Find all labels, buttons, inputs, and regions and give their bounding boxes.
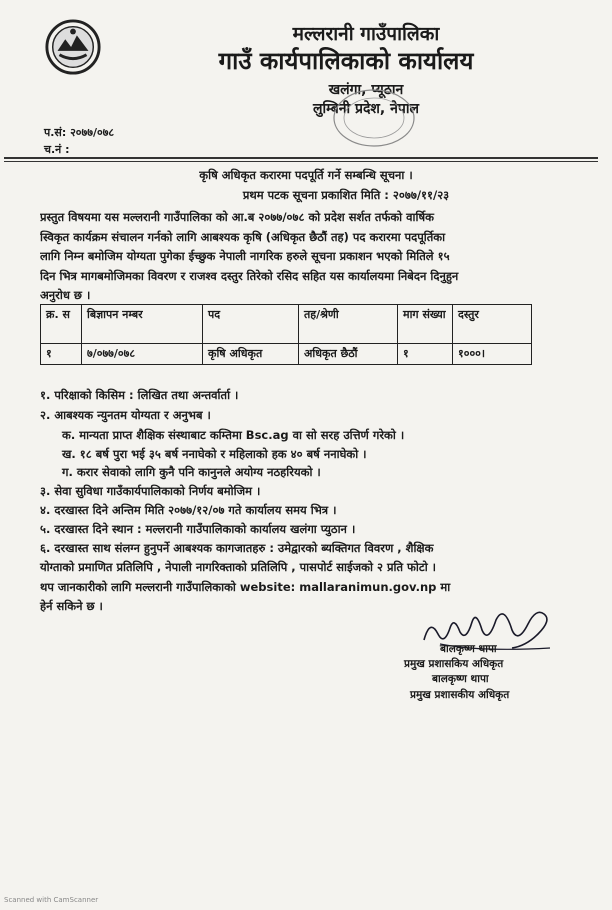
item-qualification-eligibility: ग. करार सेवाको लागि कुनै पनि कानुनले अयोग्य नठहरियको । [62, 465, 321, 479]
body-line: अनुरोध छ । [40, 288, 91, 302]
col-header-post: पद [203, 305, 299, 344]
item-qualification-education: क. मान्यता प्राप्त शैक्षिक संस्थाबाट कम्तिमा Bsc.ag वा सो सरह उत्तिर्ण गरेको । [62, 428, 405, 442]
body-line: लागि निम्न बमोजिम योग्यता पुगेका ईच्छुक नेपाली नागरिक हरुले सूचना प्रकाशन भएको मितिले १५ [40, 249, 450, 263]
signer-stamp-title: प्रमुख प्रशासकीय अधिकृत [410, 689, 510, 701]
item-exam-type: १. परिक्षाको किसिम : लिखित तथा अन्तर्वार्ता । [40, 388, 239, 402]
scanner-watermark: Scanned with CamScanner [4, 896, 99, 904]
municipality-name: मल्लरानी गाउँपालिका [292, 23, 440, 45]
table-header-row [41, 305, 532, 344]
item-documents-cont: योग्ताको प्रमाणित प्रतिलिपि , नेपाली नागरिक्ताको प्रतिलिपि , पासपोर्ट साईजको २ प्रति फोटो । [40, 560, 437, 574]
signer-handwritten-name: बालकृष्ण थापा [440, 643, 497, 655]
col-header-demand: माग संख्या [398, 305, 453, 344]
header-divider [4, 157, 598, 159]
cell-ad-number: ७/०७७/०७८ [82, 344, 203, 365]
cell-serial: १ [41, 344, 82, 365]
item-location: ५. दरखास्त दिने स्थान : मल्लरानी गाउँपालिकाको कार्यालय खलंगा प्युठान । [40, 522, 356, 536]
col-header-level: तह/श्रेणी [299, 305, 398, 344]
body-line: दिन भित्र मागबमोजिमका विवरण र राजश्व दस्तुर तिरेको रसिद सहित यस कार्यालयमा निबेदन दिनुहुन [40, 268, 459, 283]
more-info: थप जानकारीको लागि मल्लरानी गाउँपालिकाको website: mallaranimun.gov.np मा [40, 580, 451, 594]
advertisement-table [40, 304, 532, 365]
office-place: खलंगा, प्यूठान [328, 82, 404, 98]
signer-handwritten-title: प्रमुख प्रशासकिय अधिकृत [404, 658, 504, 670]
signer-stamp-name: बालकृष्ण थापा [432, 673, 489, 685]
cell-post: कृषि अधिकृत [203, 344, 299, 365]
header-divider-thin [4, 161, 598, 162]
office-province: लुम्बिनी प्रदेश, नेपाल [313, 101, 419, 117]
notice-body [40, 208, 560, 306]
item-qualification: २. आबश्यक न्युनतम योग्यता र अनुभब । [40, 408, 211, 422]
col-header-ad-number: बिज्ञापन नम्बर [82, 305, 203, 344]
cell-fee: १०००। [453, 344, 532, 365]
cell-demand: १ [398, 344, 453, 365]
office-stamp-icon [318, 84, 418, 154]
dispatch-number: च.नं : [44, 143, 70, 156]
office-name: गाउँ कार्यपालिकाको कार्यालय [218, 47, 474, 75]
notice-title: कृषि अधिकृत करारमा पदपूर्ति गर्ने सम्बन्धि सूचना । [199, 168, 413, 182]
body-line: स्विकृत कार्यक्रम संचालन गर्नको लागि आबश्यक कृषि (अधिकृत छैठौं तह) पद करारमा पदपूर्तिका [40, 229, 446, 244]
item-benefits: ३. सेवा सुविधा गाउँकार्यपालिकाको निर्णय बमोजिम । [40, 484, 261, 498]
notice-publish-date: प्रथम पटक सूचना प्रकाशित मिति : २०७७/११/२३ [242, 188, 450, 202]
table-row [41, 344, 532, 365]
item-qualification-age: ख. १८ बर्ष पुरा भई ३५ बर्ष ननाघेको र महिलाको हक ४० बर्ष ननाघेको । [62, 447, 367, 461]
more-info-cont: हेर्न सकिने छ । [40, 599, 103, 613]
item-deadline: ४. दरखास्त दिने अन्तिम मिति २०७७/१२/०७ गते कार्यालय समय भित्र । [40, 503, 337, 517]
reference-number: प.सं: २०७७/०७८ [44, 126, 115, 139]
col-header-fee: दस्तुर [453, 305, 532, 344]
body-line: प्रस्तुत विषयमा यस मल्लरानी गाउँपालिका को आ.ब २०७७/०७८ को प्रदेश सर्शत तर्फको वार्षिक [40, 210, 434, 224]
col-header-serial: क्र. स [41, 305, 82, 344]
cell-level: अधिकृत छैठौं [299, 344, 398, 365]
item-documents: ६. दरखास्त साथ संलग्न हुनुपर्ने आबश्यक कागजातहरु : उमेद्वारको ब्यक्तिगत विवरण , शैक्षिक [40, 541, 434, 555]
